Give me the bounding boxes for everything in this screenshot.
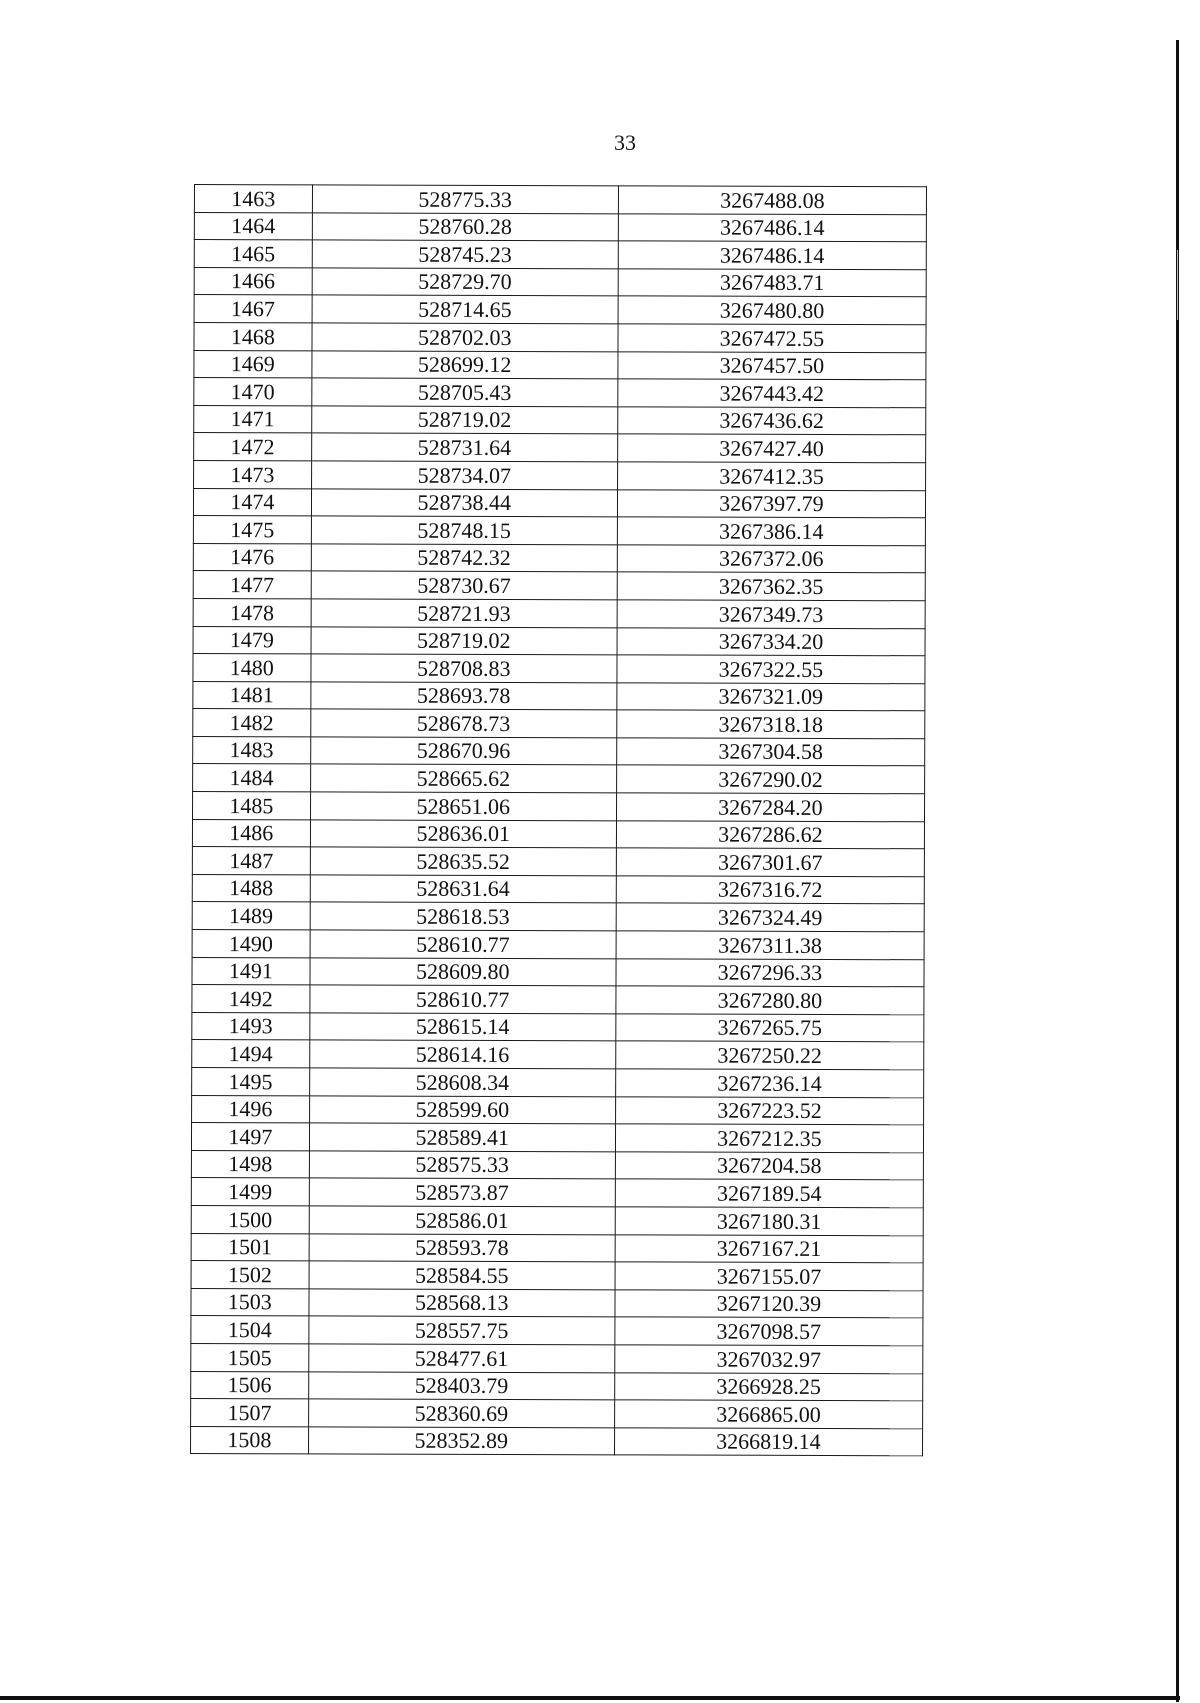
y-coordinate-cell: 3267443.42 bbox=[618, 379, 926, 408]
point-number-cell: 1467 bbox=[194, 295, 312, 323]
point-number-cell: 1479 bbox=[193, 626, 311, 654]
x-coordinate-cell: 528775.33 bbox=[312, 185, 618, 214]
coordinates-table bbox=[190, 184, 927, 1457]
table-row bbox=[194, 267, 926, 297]
table-row bbox=[194, 322, 926, 352]
table-row bbox=[192, 847, 924, 877]
table-row bbox=[194, 185, 926, 215]
table-row bbox=[193, 488, 925, 518]
x-coordinate-cell: 528608.34 bbox=[309, 1068, 615, 1097]
point-number-cell: 1500 bbox=[191, 1205, 309, 1233]
point-number-cell: 1496 bbox=[192, 1095, 310, 1123]
x-coordinate-cell: 528705.43 bbox=[311, 378, 617, 407]
point-number-cell: 1497 bbox=[191, 1123, 309, 1151]
y-coordinate-cell: 3267032.97 bbox=[615, 1345, 923, 1374]
x-coordinate-cell: 528477.61 bbox=[308, 1344, 614, 1373]
point-number-cell: 1477 bbox=[193, 571, 311, 599]
y-coordinate-cell: 3267250.22 bbox=[616, 1041, 924, 1070]
y-coordinate-cell: 3267311.38 bbox=[616, 931, 924, 960]
table-row bbox=[192, 902, 924, 932]
y-coordinate-cell: 3267204.58 bbox=[615, 1152, 923, 1181]
y-coordinate-cell: 3267301.67 bbox=[616, 848, 924, 877]
table-row bbox=[191, 1205, 923, 1235]
point-number-cell: 1478 bbox=[193, 598, 311, 626]
y-coordinate-cell: 3267486.14 bbox=[618, 241, 926, 270]
table-row bbox=[192, 957, 924, 987]
point-number-cell: 1507 bbox=[191, 1399, 309, 1427]
x-coordinate-cell: 528719.02 bbox=[311, 626, 617, 655]
table-row bbox=[191, 1399, 923, 1429]
point-number-cell: 1464 bbox=[194, 212, 312, 240]
point-number-cell: 1493 bbox=[192, 1012, 310, 1040]
point-number-cell: 1490 bbox=[192, 930, 310, 958]
x-coordinate-cell: 528573.87 bbox=[309, 1178, 615, 1207]
x-coordinate-cell: 528610.77 bbox=[310, 930, 616, 959]
x-coordinate-cell: 528745.23 bbox=[312, 240, 618, 269]
y-coordinate-cell: 3267349.73 bbox=[617, 600, 925, 629]
point-number-cell: 1473 bbox=[194, 460, 312, 488]
y-coordinate-cell: 3267290.02 bbox=[616, 765, 924, 794]
table-row bbox=[192, 985, 924, 1015]
table-row bbox=[192, 1040, 924, 1070]
x-coordinate-cell: 528635.52 bbox=[310, 847, 616, 876]
y-coordinate-cell: 3267286.62 bbox=[616, 820, 924, 849]
point-number-cell: 1491 bbox=[192, 957, 310, 985]
y-coordinate-cell: 3267189.54 bbox=[615, 1179, 923, 1208]
x-coordinate-cell: 528748.15 bbox=[311, 516, 617, 545]
point-number-cell: 1485 bbox=[193, 792, 311, 820]
point-number-cell: 1475 bbox=[193, 516, 311, 544]
point-number-cell: 1484 bbox=[193, 764, 311, 792]
y-coordinate-cell: 3267318.18 bbox=[617, 710, 925, 739]
x-coordinate-cell: 528699.12 bbox=[312, 350, 618, 379]
y-coordinate-cell: 3267324.49 bbox=[616, 903, 924, 932]
point-number-cell: 1474 bbox=[193, 488, 311, 516]
x-coordinate-cell: 528631.64 bbox=[310, 875, 616, 904]
x-coordinate-cell: 528403.79 bbox=[308, 1371, 614, 1400]
y-coordinate-cell: 3266865.00 bbox=[614, 1400, 922, 1429]
point-number-cell: 1501 bbox=[191, 1233, 309, 1261]
point-number-cell: 1495 bbox=[192, 1067, 310, 1095]
scan-edge-bottom bbox=[0, 1696, 1180, 1700]
x-coordinate-cell: 528599.60 bbox=[309, 1095, 615, 1124]
table-row bbox=[191, 1316, 923, 1346]
table-row bbox=[194, 350, 926, 380]
point-number-cell: 1468 bbox=[194, 322, 312, 350]
y-coordinate-cell: 3267483.71 bbox=[618, 269, 926, 298]
x-coordinate-cell: 528589.41 bbox=[309, 1123, 615, 1152]
y-coordinate-cell: 3267296.33 bbox=[616, 958, 924, 987]
x-coordinate-cell: 528760.28 bbox=[312, 212, 618, 241]
table-row bbox=[194, 212, 926, 242]
point-number-cell: 1506 bbox=[191, 1371, 309, 1399]
x-coordinate-cell: 528575.33 bbox=[309, 1151, 615, 1180]
y-coordinate-cell: 3267397.79 bbox=[617, 489, 925, 518]
y-coordinate-cell: 3267321.09 bbox=[617, 683, 925, 712]
point-number-cell: 1488 bbox=[192, 874, 310, 902]
point-number-cell: 1472 bbox=[194, 433, 312, 461]
table-row bbox=[194, 378, 926, 408]
y-coordinate-cell: 3267284.20 bbox=[616, 793, 924, 822]
x-coordinate-cell: 528731.64 bbox=[311, 433, 617, 462]
table-row bbox=[192, 1012, 924, 1042]
table-row bbox=[193, 543, 925, 573]
y-coordinate-cell: 3267486.14 bbox=[618, 213, 926, 242]
table-row bbox=[191, 1343, 923, 1373]
point-number-cell: 1465 bbox=[194, 240, 312, 268]
y-coordinate-cell: 3267334.20 bbox=[617, 627, 925, 656]
x-coordinate-cell: 528610.77 bbox=[310, 985, 616, 1014]
point-number-cell: 1487 bbox=[192, 847, 310, 875]
y-coordinate-cell: 3266819.14 bbox=[614, 1428, 922, 1457]
table-row bbox=[193, 792, 925, 822]
y-coordinate-cell: 3267362.35 bbox=[617, 572, 925, 601]
table-row bbox=[193, 736, 925, 766]
x-coordinate-cell: 528730.67 bbox=[311, 571, 617, 600]
table-row bbox=[193, 571, 925, 601]
point-number-cell: 1498 bbox=[191, 1150, 309, 1178]
x-coordinate-cell: 528742.32 bbox=[311, 544, 617, 573]
table-row bbox=[193, 709, 925, 739]
table-row bbox=[193, 516, 925, 546]
y-coordinate-cell: 3267265.75 bbox=[616, 1014, 924, 1043]
table-row bbox=[191, 1233, 923, 1263]
x-coordinate-cell: 528738.44 bbox=[311, 488, 617, 517]
table-row bbox=[191, 1288, 923, 1318]
y-coordinate-cell: 3267120.39 bbox=[615, 1290, 923, 1319]
y-coordinate-cell: 3267212.35 bbox=[615, 1124, 923, 1153]
point-number-cell: 1470 bbox=[194, 378, 312, 406]
page-number: 33 bbox=[614, 130, 636, 155]
table-row bbox=[192, 1095, 924, 1125]
table-row bbox=[194, 460, 926, 490]
x-coordinate-cell: 528719.02 bbox=[311, 406, 617, 435]
y-coordinate-cell: 3267155.07 bbox=[615, 1262, 923, 1291]
table-row bbox=[193, 764, 925, 794]
point-number-cell: 1489 bbox=[192, 902, 310, 930]
y-coordinate-cell: 3267280.80 bbox=[616, 986, 924, 1015]
x-coordinate-cell: 528586.01 bbox=[309, 1206, 615, 1235]
table-row bbox=[194, 433, 926, 463]
table-row bbox=[191, 1150, 923, 1180]
point-number-cell: 1463 bbox=[194, 185, 312, 213]
x-coordinate-cell: 528636.01 bbox=[310, 820, 616, 849]
y-coordinate-cell: 3267436.62 bbox=[618, 407, 926, 436]
x-coordinate-cell: 528665.62 bbox=[310, 764, 616, 793]
y-coordinate-cell: 3267386.14 bbox=[617, 517, 925, 546]
x-coordinate-cell: 528593.78 bbox=[309, 1233, 615, 1262]
point-number-cell: 1494 bbox=[192, 1040, 310, 1068]
table-row bbox=[193, 681, 925, 711]
table-row bbox=[194, 240, 926, 270]
point-number-cell: 1492 bbox=[192, 985, 310, 1013]
table-row bbox=[191, 1178, 923, 1208]
x-coordinate-cell: 528708.83 bbox=[311, 654, 617, 683]
x-coordinate-cell: 528352.89 bbox=[308, 1427, 614, 1456]
x-coordinate-cell: 528615.14 bbox=[309, 1013, 615, 1042]
y-coordinate-cell: 3267372.06 bbox=[617, 545, 925, 574]
point-number-cell: 1486 bbox=[192, 819, 310, 847]
table-row bbox=[193, 654, 925, 684]
point-number-cell: 1476 bbox=[193, 543, 311, 571]
x-coordinate-cell: 528678.73 bbox=[310, 709, 616, 738]
x-coordinate-cell: 528721.93 bbox=[311, 599, 617, 628]
table-row bbox=[193, 626, 925, 656]
y-coordinate-cell: 3267304.58 bbox=[616, 738, 924, 767]
y-coordinate-cell: 3266928.25 bbox=[614, 1372, 922, 1401]
table-row bbox=[193, 598, 925, 628]
y-coordinate-cell: 3267098.57 bbox=[615, 1317, 923, 1346]
y-coordinate-cell: 3267236.14 bbox=[615, 1069, 923, 1098]
point-number-cell: 1471 bbox=[194, 405, 312, 433]
y-coordinate-cell: 3267427.40 bbox=[617, 434, 925, 463]
y-coordinate-cell: 3267322.55 bbox=[617, 655, 925, 684]
x-coordinate-cell: 528670.96 bbox=[310, 737, 616, 766]
point-number-cell: 1469 bbox=[194, 350, 312, 378]
point-number-cell: 1482 bbox=[193, 709, 311, 737]
coordinates-table-body bbox=[191, 185, 927, 1457]
table-row bbox=[192, 819, 924, 849]
table-row bbox=[192, 874, 924, 904]
point-number-cell: 1466 bbox=[194, 267, 312, 295]
y-coordinate-cell: 3267480.80 bbox=[618, 296, 926, 325]
point-number-cell: 1481 bbox=[193, 681, 311, 709]
table-row bbox=[194, 405, 926, 435]
table-row bbox=[191, 1426, 923, 1456]
y-coordinate-cell: 3267223.52 bbox=[615, 1096, 923, 1125]
y-coordinate-cell: 3267316.72 bbox=[616, 876, 924, 905]
y-coordinate-cell: 3267180.31 bbox=[615, 1207, 923, 1236]
x-coordinate-cell: 528734.07 bbox=[311, 461, 617, 490]
x-coordinate-cell: 528618.53 bbox=[310, 902, 616, 931]
point-number-cell: 1504 bbox=[191, 1316, 309, 1344]
x-coordinate-cell: 528702.03 bbox=[312, 323, 618, 352]
x-coordinate-cell: 528360.69 bbox=[308, 1399, 614, 1428]
x-coordinate-cell: 528557.75 bbox=[309, 1316, 615, 1345]
y-coordinate-cell: 3267167.21 bbox=[615, 1234, 923, 1263]
y-coordinate-cell: 3267457.50 bbox=[618, 351, 926, 380]
table-row bbox=[191, 1123, 923, 1153]
point-number-cell: 1480 bbox=[193, 654, 311, 682]
x-coordinate-cell: 528584.55 bbox=[309, 1261, 615, 1290]
x-coordinate-cell: 528729.70 bbox=[312, 268, 618, 297]
table-row bbox=[191, 1371, 923, 1401]
y-coordinate-cell: 3267488.08 bbox=[618, 186, 926, 215]
x-coordinate-cell: 528568.13 bbox=[309, 1289, 615, 1318]
point-number-cell: 1502 bbox=[191, 1261, 309, 1289]
point-number-cell: 1505 bbox=[191, 1343, 309, 1371]
y-coordinate-cell: 3267412.35 bbox=[617, 462, 925, 491]
point-number-cell: 1503 bbox=[191, 1288, 309, 1316]
point-number-cell: 1499 bbox=[191, 1178, 309, 1206]
scan-edge-right-faint bbox=[1177, 250, 1178, 320]
table-row bbox=[192, 930, 924, 960]
table-row bbox=[191, 1261, 923, 1291]
x-coordinate-cell: 528714.65 bbox=[312, 295, 618, 324]
table-row bbox=[194, 295, 926, 325]
x-coordinate-cell: 528651.06 bbox=[310, 792, 616, 821]
x-coordinate-cell: 528614.16 bbox=[309, 1040, 615, 1069]
y-coordinate-cell: 3267472.55 bbox=[618, 324, 926, 353]
x-coordinate-cell: 528693.78 bbox=[311, 682, 617, 711]
table-row bbox=[192, 1067, 924, 1097]
x-coordinate-cell: 528609.80 bbox=[310, 957, 616, 986]
point-number-cell: 1483 bbox=[193, 736, 311, 764]
point-number-cell: 1508 bbox=[191, 1426, 309, 1454]
